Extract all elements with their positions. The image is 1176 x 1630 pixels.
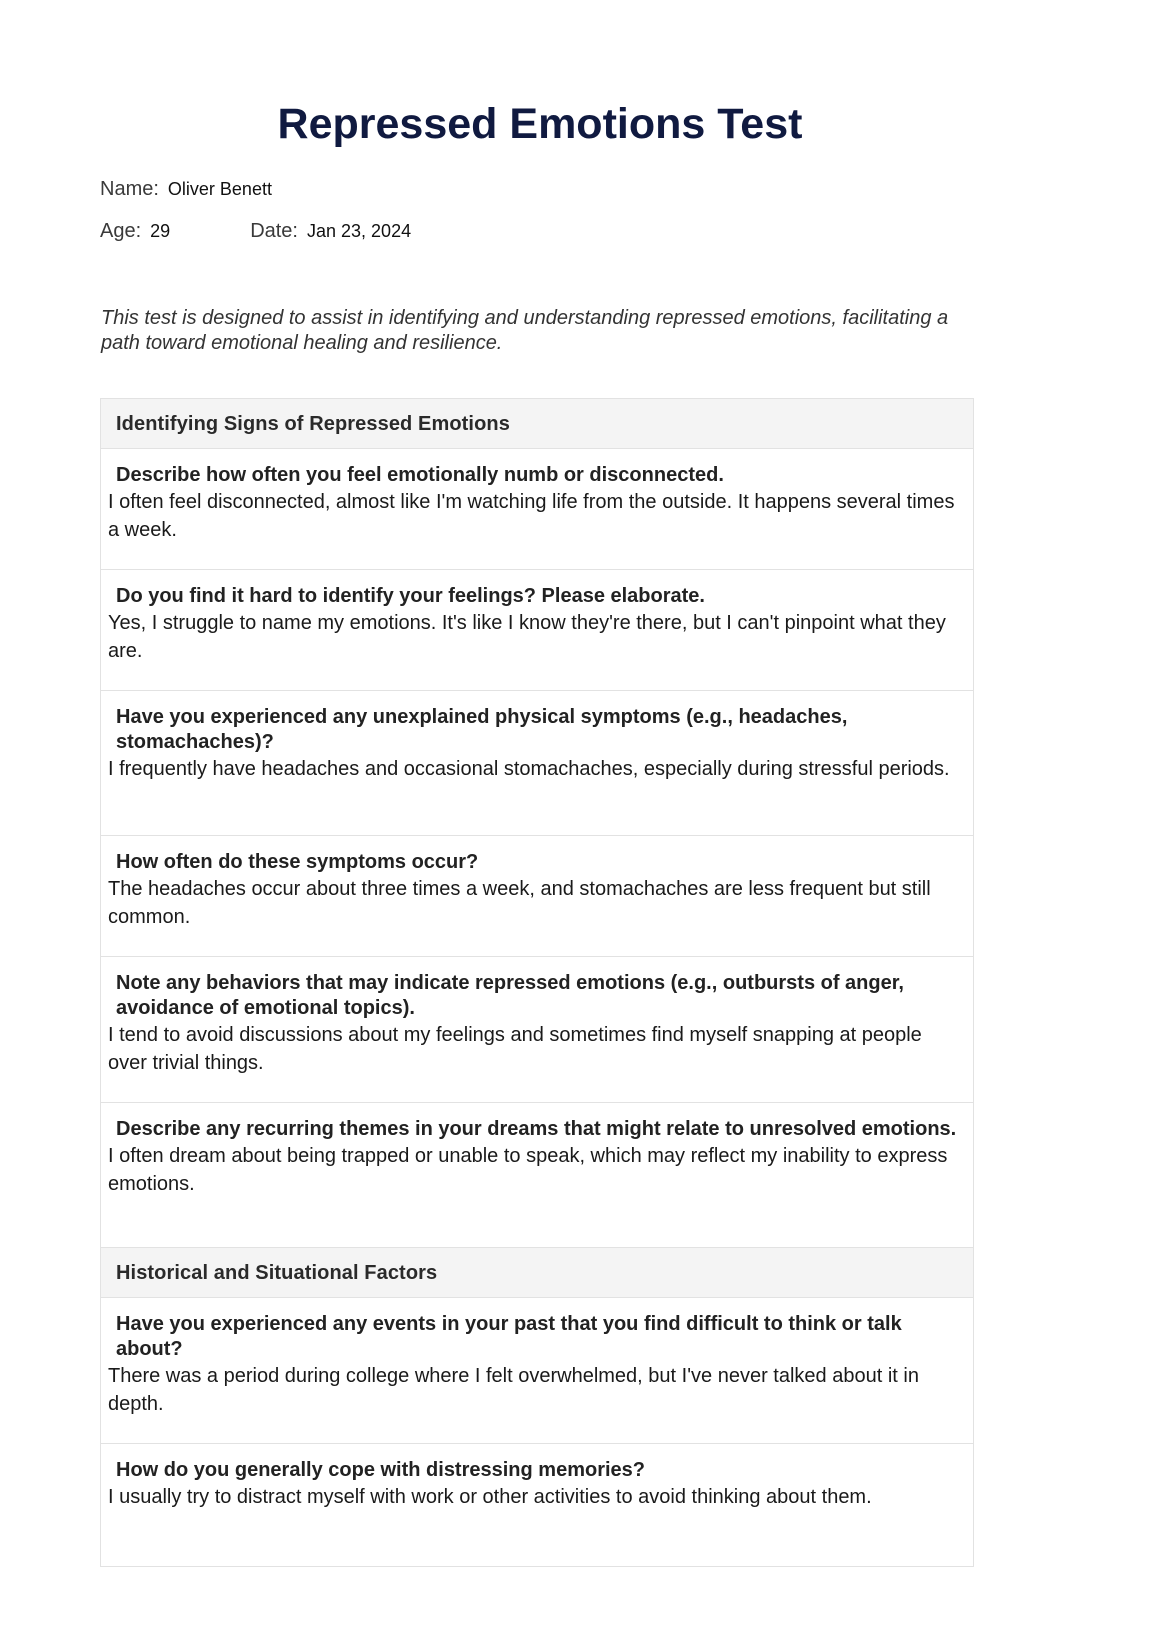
question-text: How do you generally cope with distressing memories? xyxy=(116,1459,646,1481)
age-date-row xyxy=(100,220,411,243)
question-item xyxy=(101,570,973,691)
question-item xyxy=(101,1298,973,1444)
name-field xyxy=(100,178,272,201)
questionnaire-table xyxy=(100,398,974,1567)
question-text: Describe any recurring themes in your dreams that might relate to unresolved emotions. xyxy=(116,1118,957,1140)
answer-text: I tend to avoid discussions about my feelings and sometimes find myself snapping at people over trivial things. xyxy=(108,1024,922,1074)
answer-text: There was a period during college where I felt overwhelmed, but I've never talked about it in depth. xyxy=(108,1365,919,1415)
date-field xyxy=(250,220,411,243)
document-title: Repressed Emotions Test xyxy=(277,100,803,148)
question-item xyxy=(101,449,973,570)
intro-text: This test is designed to assist in identifying and understanding repressed emotions, facilitating a path toward emotional healing and resilience. xyxy=(101,307,949,354)
answer-text: Yes, I struggle to name my emotions. It's like I know they're there, but I can't pinpoint what they are. xyxy=(108,612,946,662)
answer-text: I usually try to distract myself with work or other activities to avoid thinking about them. xyxy=(108,1486,872,1508)
section-header-historical: Historical and Situational Factors xyxy=(101,1248,973,1298)
date-value: Jan 23, 2024 xyxy=(307,221,412,241)
section-header-signs: Identifying Signs of Repressed Emotions xyxy=(101,399,973,449)
question-item xyxy=(101,1444,973,1566)
question-text: Describe how often you feel emotionally numb or disconnected. xyxy=(116,464,724,486)
question-text: How often do these symptoms occur? xyxy=(116,851,479,873)
question-text: Have you experienced any events in your past that you find difficult to think or talk about? xyxy=(116,1313,902,1360)
question-item xyxy=(101,957,973,1103)
question-text: Do you find it hard to identify your feelings? Please elaborate. xyxy=(116,585,705,607)
name-value: Oliver Benett xyxy=(167,179,272,199)
name-label: Name: xyxy=(100,178,159,200)
answer-text: The headaches occur about three times a week, and stomachaches are less frequent but still common. xyxy=(108,878,931,928)
answer-text: I frequently have headaches and occasional stomachaches, especially during stressful periods. xyxy=(108,758,950,780)
question-item xyxy=(101,836,973,957)
date-label: Date: xyxy=(250,220,298,242)
question-item xyxy=(101,691,973,836)
question-item xyxy=(101,1103,973,1248)
answer-text: I often dream about being trapped or unable to speak, which may reflect my inability to express emotions. xyxy=(108,1145,948,1195)
age-label: Age: xyxy=(100,220,142,242)
question-text: Have you experienced any unexplained physical symptoms (e.g., headaches, stomachaches)? xyxy=(116,706,848,753)
age-value: 29 xyxy=(150,221,171,241)
answer-text: I often feel disconnected, almost like I'm watching life from the outside. It happens several times a week. xyxy=(108,491,955,541)
question-text: Note any behaviors that may indicate repressed emotions (e.g., outbursts of anger, avoidance of emotional topics). xyxy=(116,972,904,1019)
